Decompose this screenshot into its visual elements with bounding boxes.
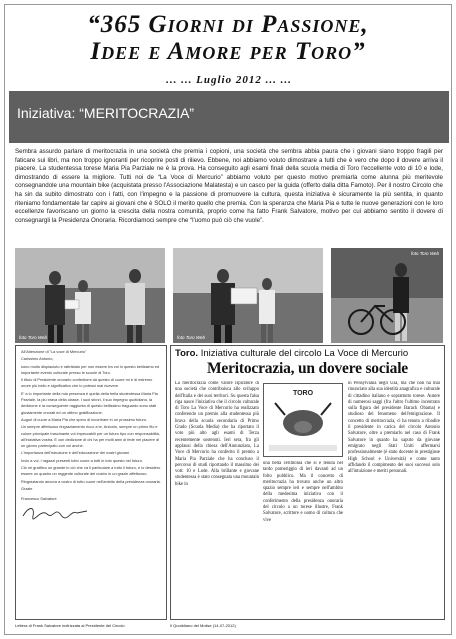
photo-caption: foto Toro Web (177, 335, 206, 340)
logo-text: TORO (292, 390, 314, 397)
photo-caption: foto Toro Web (19, 335, 48, 340)
article-body (175, 381, 440, 620)
article-column-1: La meritocrazia come valore ispiratore di una società che contribuisca allo sviluppo dell'Italia e dei suoi territori. Su questa falsa riga nasce l'iniziativa che il circolo culturale di Toro La Voce di Mercurio ha realizzato conferendo un premio alla studentessa più brava della scuola secondaria di Primo Grado (Scuola Media) che ha riportato il voto più alto agli esami di Terza recentemente sostenuti. Ieri sera, fra gli applausi della chiesa dell'Annunziata, La Voce di Mercurio ha conferito il premio a Maria Pia Parziale che ha concluso il percorso di studi riportando il massimo dei voti: 10 e Lode. Alla brillante e giovane studentessa è stato consegnata una mountain bike in (175, 381, 259, 487)
letter-signature-name: Francesco Salvatore (21, 496, 57, 502)
letter-paragraph: Il titolo di Presidente onorario conferitomi da questo di cuore mi è di estremo onore più bello e significativo che io potessi mai ricevere. (21, 377, 153, 389)
masthead (13, 11, 443, 65)
masthead-line-1: “365 Giorni di Passione, (87, 11, 369, 38)
photo-strip (15, 248, 443, 343)
photo-image (331, 248, 443, 343)
article-caption: Il Quotidiano del Molise (14-07-2012) (170, 623, 236, 628)
article-column-2: una bella cerimonia che si è tenuta nel tardo pomeriggio di ieri davanti ad un folto pubblico. Ma il concetto di meritocrazia ha trovato anche un altro spazio sempre ieri e sempre nell'ambito della medesima iniziativa con il conferimento della presidenza onoraria del circolo a un torese illustre, Frank Salvatore, scrittore e uomo di cultura che vive (263, 461, 343, 523)
letter-paragraph: Invio a voi, i ragazzi presenti tutto cuore a tutti in toto questo nel futuro. (21, 457, 143, 463)
letter-paragraph: Auguri di cuore a Maria Pia che spero di incontrare in un prossimo futuro. (21, 416, 148, 422)
section-banner (9, 91, 449, 143)
photo-award-ceremony-2 (173, 248, 323, 343)
photo-student-with-bike (331, 248, 443, 343)
article-kicker-place: Toro. (175, 348, 199, 359)
photo-image (15, 248, 165, 343)
letter-caption: Lettera di Frank Salvatore indirizzata al Presidente del Circolo (15, 623, 125, 628)
article-kicker (175, 348, 440, 359)
letter-paragraph: E' a io importante della mia presenza è quella della bella studentessa Maria Pia Parziale, la più brava della classe. I suoi sforzi, il suo impegno quotidiano, la dedizione e la conseguente raggiunta di questo bellissimo traguardo sono stati giustamente onorati ed un ottimo gratificazione. (21, 390, 158, 415)
letter-paragraph: Un sempre affettuoso ringraziamento ricco a te, Antonio, sempre un primo filo e colore principale trascinante voi impeccabili per un futuro tipo con responsabilità, all'iniziativa vostra. E con dedizione di chi ha per molti anni di fede nel piacere di un giorno partecipato con voi anche. (21, 424, 160, 449)
photo-caption: foto Toro Web (410, 251, 439, 256)
letter-paragraph: Grazie (21, 485, 33, 491)
letter-box (15, 345, 167, 620)
intro-text: Sembra assurdo parlare di meritocrazia in una società che premia i copioni, una società che sembra abbia paura che i giovani siano troppo fragili per faticare sui libri, ma non troppo ignoranti per ricoprire posti di rilievo. Ebbene, noi abbiamo voluto dimostrare a tutti che è vero che dopo il dovere arriva il piacere. La studentessa torese Maria Pia Parziale ne è la prova. Ha conseguito agli esami finali della scuola media di Toro l'eccellente voto di 10 e lode, dimostrando di essere la migliore. Tutti noi de “La Voce di Mercurio” abbiamo voluto per questo motivo premiarla come alunna più meritevole consegnandole una mountain bike (acquistata presso l'Associazione Malatesta) e un casco per la guida (offerto dalla ditta Famoto). Per il nostro Circolo che ha sin da subito dimostrato con i fatti, con l'impegno e la passione di promuovere la cultura, questa iniziativa è sicuramente la più sentita, in quanto riteniamo fondamentale far capire ai giovani che è SOLO il merito quello che premia. Con la speranza che Maria Pia e tutte le nuove generazioni con le loro eccellenze favoriscano un giorno la crescita della nostra comunità, proprio come ha fatto Frank Salvatore, motivo per cui abbiamo sentito il dovere di consegnargli la Presidenza Onoraria. Ricordiamoci sempre che “l'uomo può ciò che vuole”. (15, 148, 443, 224)
section-title: Iniziativa: “MERITOCRAZIA” (17, 105, 195, 121)
article-headline: Meritocrazia, un dovere sociale (207, 360, 408, 377)
photo-image (173, 248, 323, 343)
letter-paragraph: sono molto dispiaciuto e rattristato per non essere tra voi in questo bellissimo ed importante evento culturale presso le scuole di Toro. (21, 363, 160, 375)
circle-logo (263, 383, 343, 457)
letter-paragraph: L'importanza dell'istruzione e dell'educazione dei nostri giovani. (21, 450, 131, 456)
newspaper-clipping (170, 345, 445, 620)
letter-paragraph: Ciò mi gratifico un grande in ciò che va il particolare a tutto il futuro, e lo desidero essere un quadro un reggente culturale del nostro in un grazie affettuoso. (21, 465, 161, 477)
handwritten-signature (21, 504, 91, 520)
article-kicker-text: Iniziativa culturale del circolo La Voce di Mercurio (200, 348, 409, 359)
letter-paragraph: Ringraziando ancora a vostro di tutto cuore nell'ambito della presidenza onoraria. (21, 478, 161, 484)
photo-award-ceremony-1 (15, 248, 165, 343)
newsletter-page (4, 4, 452, 635)
masthead-line-2: Idee e Amore per Toro” (90, 38, 366, 65)
toro-logo-icon (263, 383, 343, 457)
letter-paragraph: Carissimo Antonio, (21, 356, 54, 362)
article-column-3: in Pensylvania negli Usa, ma che non ha mai rinunciato alla sua identità anagrafica e culturale di cittadino italiano e soprattutto torese. Autore di numerosi saggi (fra l'altro l'ultimo incentrato sulla figura del presidente Barack Obama) e studioso del fenomeno dell'emigrazione. Il concetto di meritocrazia, ci ha tenuto a ribadire il presidente in carica del circolo Antonio Salvatore, oltre a premiarlo nel caso di Frank Salvatore in quanto ha saputo da giovane emigrato negli Stati Uniti affermarsi professionalmente (è stato docente in prestigiose High School e Università) e come tanto affidando il compimento dei suoi successi solo all'intuizione e meriti personali. (348, 381, 440, 475)
letter-paragraph: All'Attenzione di "La voce di Mercurio" (21, 349, 87, 354)
issue-date: ... ... Luglio 2012 ... ... (166, 74, 292, 86)
